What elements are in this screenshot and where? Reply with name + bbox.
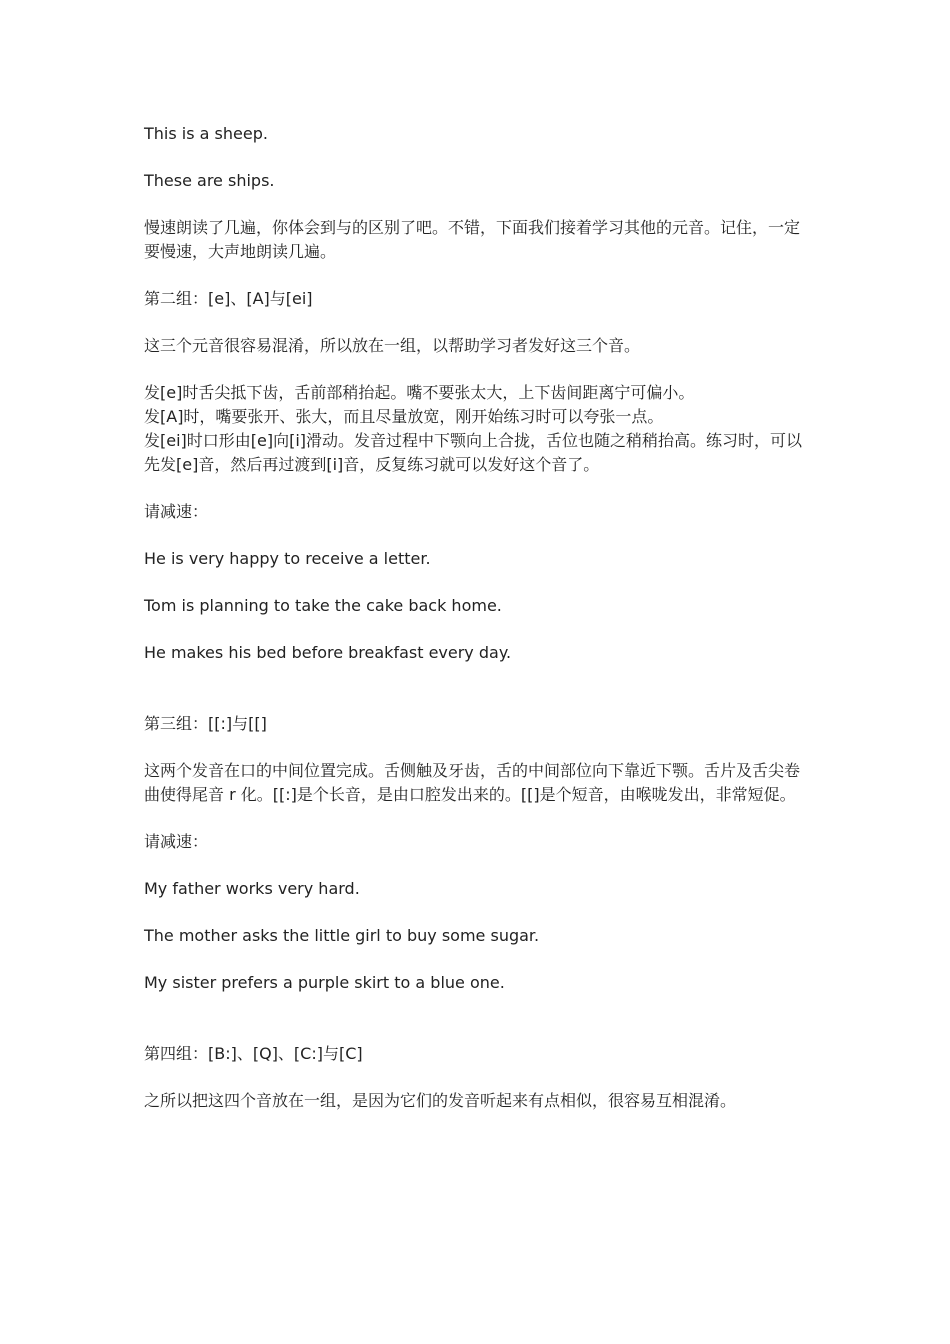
note-line-e: 发[e]时舌尖抵下齿，舌前部稍抬起。嘴不要张太大，上下齿间距离宁可偏小。 [144,383,695,402]
example-sentence: This is a sheep. [144,124,268,143]
pronunciation-notes [144,381,804,477]
section-heading-group-4: 第四组：[B:]、[Q]、[C:]与[C] [144,1044,363,1063]
paragraph: 之所以把这四个音放在一组，是因为它们的发音听起来有点相似，很容易互相混淆。 [144,1091,737,1110]
example-sentence: My sister prefers a purple skirt to a blue one. [144,973,505,992]
note-line-ei: 发[ei]时口形由[e]向[i]滑动。发音过程中下颚向上合拢，舌位也随之稍稍抬高。练习时，可以先发[e]音，然后再过渡到[i]音，反复练习就可以发好这个音了。 [144,431,803,474]
document-body [144,122,804,1136]
example-sentence: He is very happy to receive a letter. [144,549,431,568]
example-sentence: He makes his bed before breakfast every day. [144,643,512,662]
example-sentence: These are ships. [144,171,275,190]
example-sentence: Tom is planning to take the cake back home. [144,596,502,615]
paragraph: 这三个元音很容易混淆，所以放在一组，以帮助学习者发好这三个音。 [144,336,641,355]
paragraph: 慢速朗读了几遍，你体会到与的区别了吧。不错，下面我们接着学习其他的元音。记住，一定要慢速，大声地朗读几遍。 [144,218,801,261]
slow-down-label: 请减速： [144,502,209,521]
section-heading-group-3: 第三组：[[:]与[[] [144,714,267,733]
paragraph: 这两个发音在口的中间位置完成。舌侧触及牙齿，舌的中间部位向下靠近下颚。舌片及舌尖卷曲使得尾音 r 化。[[:]是个长音，是由口腔发出来的。[[]是个短音，由喉咙发出，非常短促。 [144,761,801,804]
note-line-a: 发[A]时，嘴要张开、张大，而且尽量放宽，刚开始练习时可以夸张一点。 [144,407,664,426]
section-heading-group-2: 第二组：[e]、[A]与[ei] [144,289,313,308]
slow-down-label: 请减速： [144,832,209,851]
example-sentence: The mother asks the little girl to buy some sugar. [144,926,540,945]
example-sentence: My father works very hard. [144,879,360,898]
